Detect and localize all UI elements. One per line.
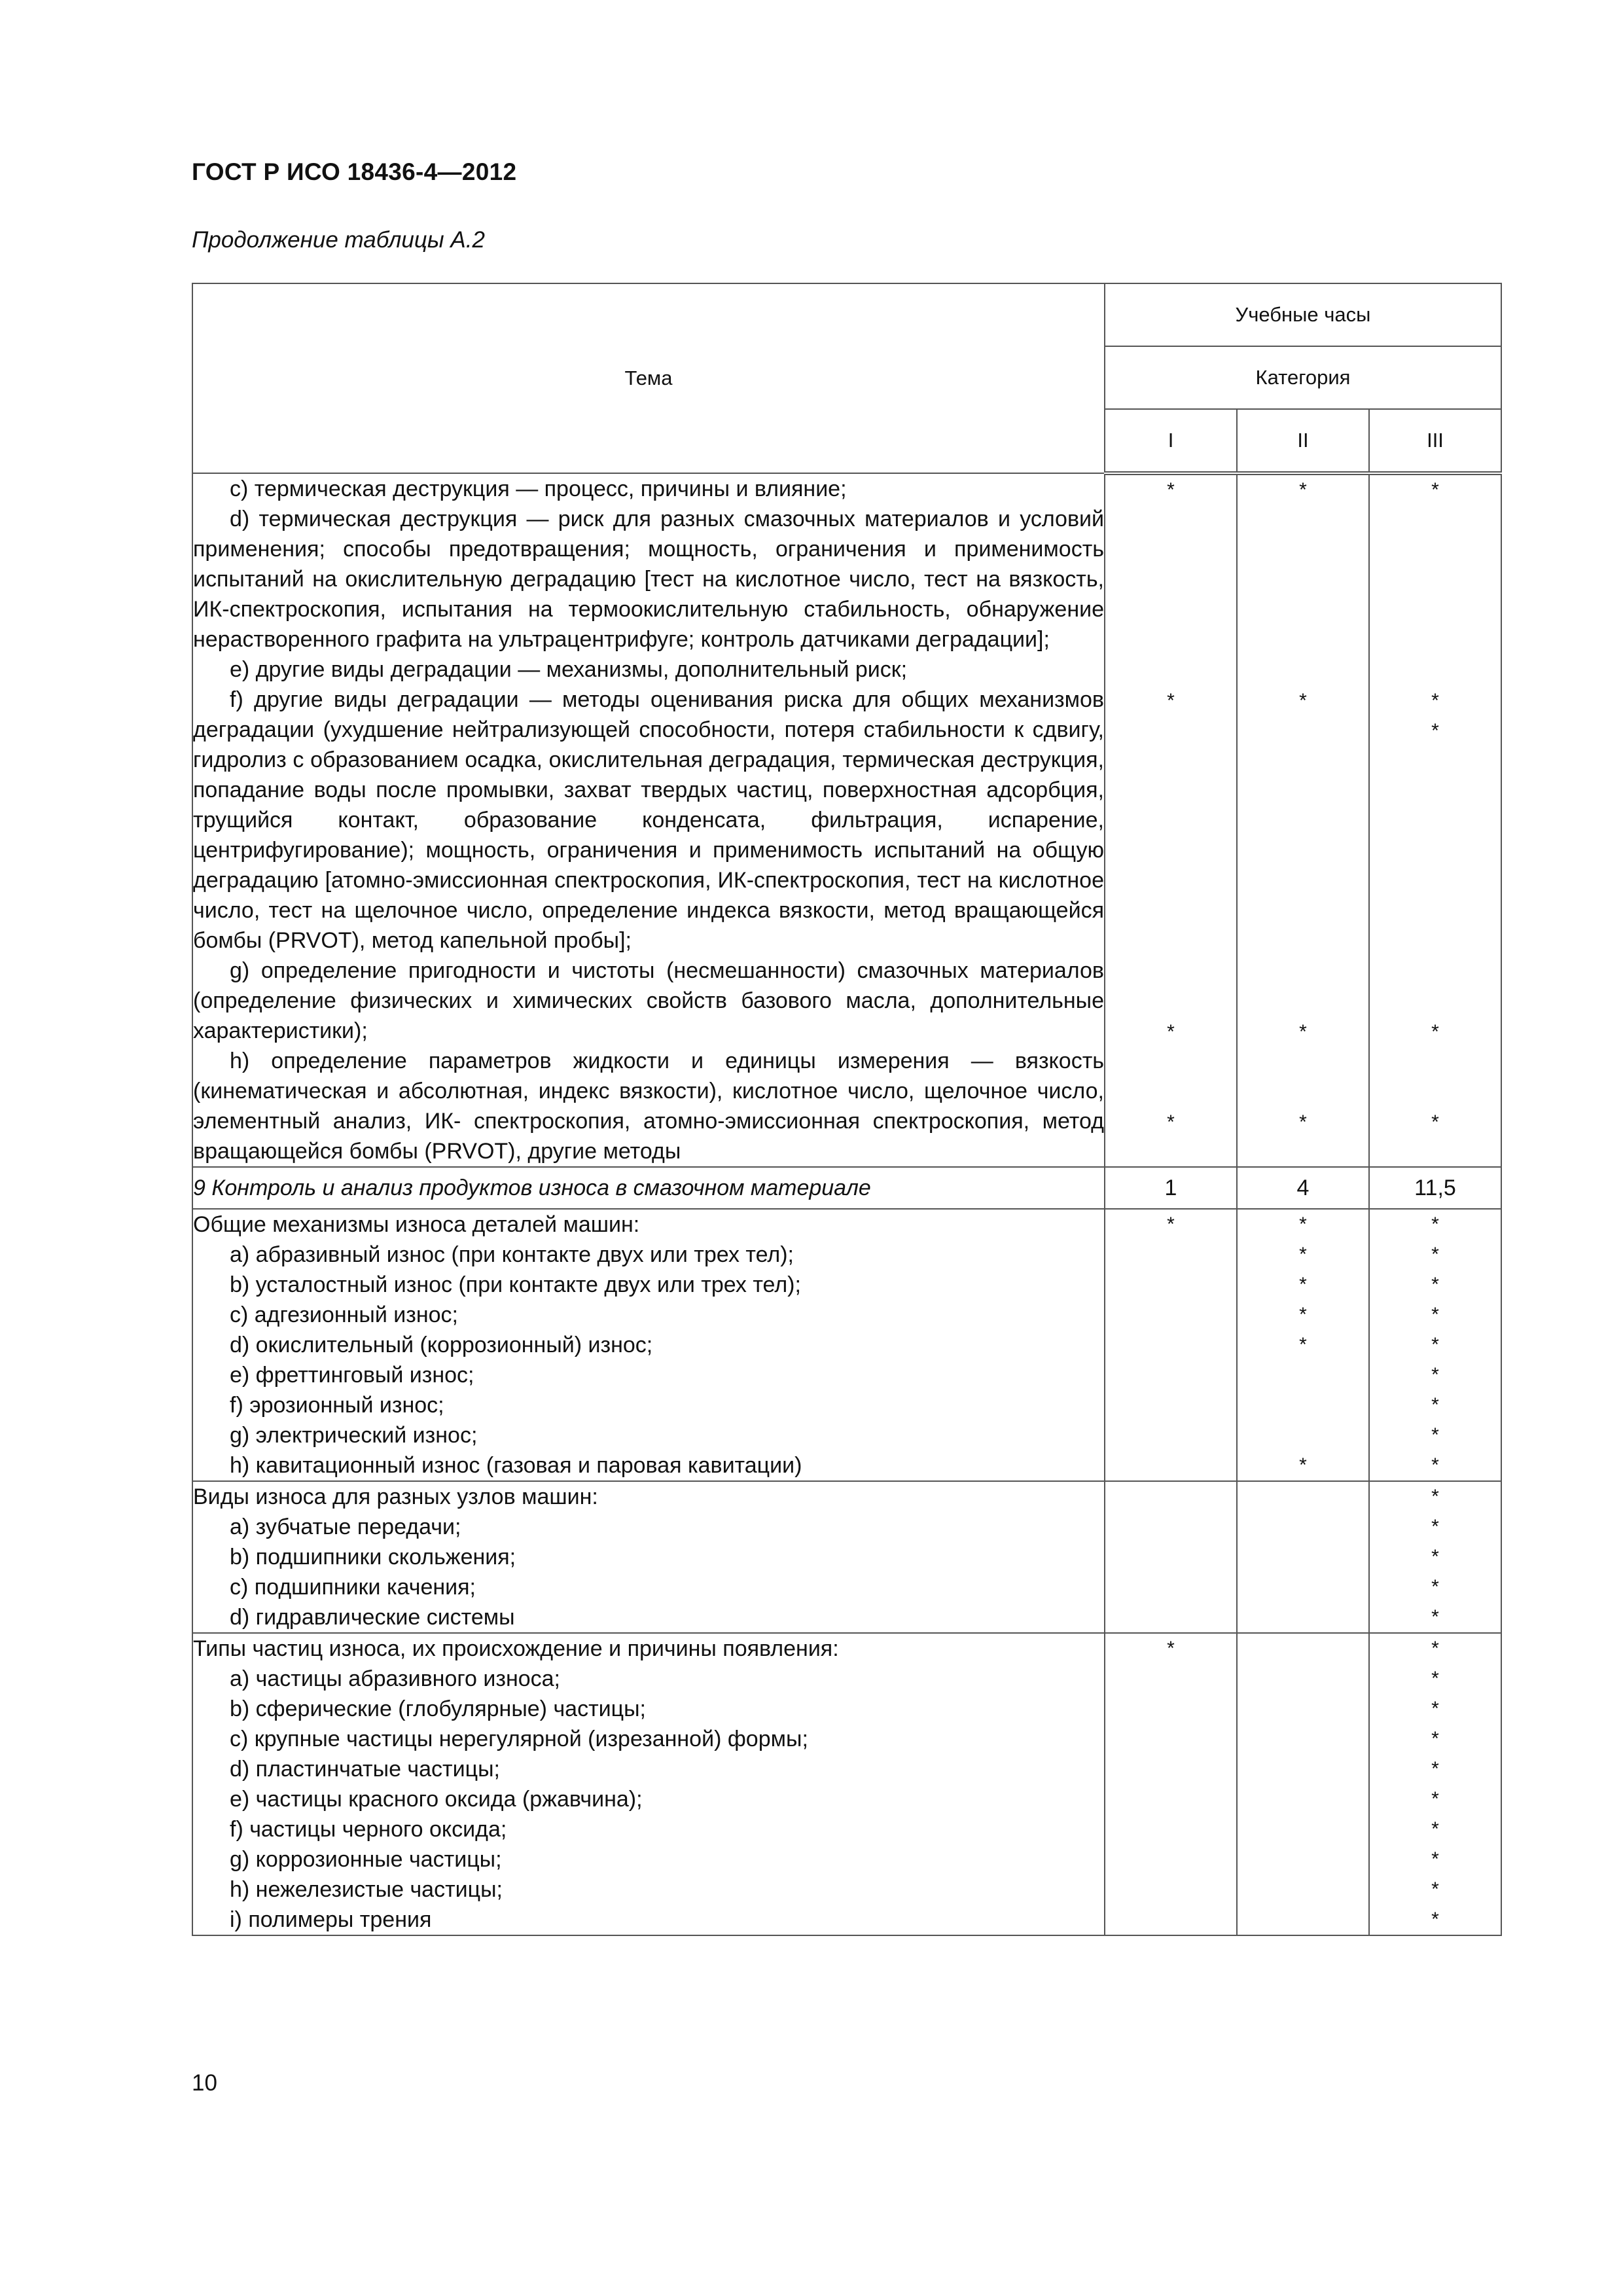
category-iii-cell <box>1369 473 1501 1167</box>
asterisk-mark: * <box>1299 1111 1307 1133</box>
category-ii-cell <box>1237 473 1369 1167</box>
asterisk-mark <box>1105 1754 1236 1784</box>
asterisk-mark <box>1105 656 1236 686</box>
asterisk-mark <box>1105 626 1236 656</box>
asterisk-mark <box>1238 1694 1368 1724</box>
asterisk-mark: * <box>1431 1848 1439 1870</box>
asterisk-mark <box>1238 1512 1368 1542</box>
asterisk-mark: * <box>1431 1111 1439 1133</box>
topic-item: d) окислительный (коррозионный) износ; <box>230 1333 653 1357</box>
asterisk-mark <box>1370 565 1501 596</box>
asterisk-mark: * <box>1431 690 1439 711</box>
asterisk-mark <box>1238 1634 1368 1664</box>
asterisk-mark <box>1105 1270 1236 1300</box>
asterisk-mark: * <box>1299 479 1307 501</box>
asterisk-mark <box>1238 1077 1368 1107</box>
asterisk-mark: * <box>1431 1546 1439 1568</box>
topic-column-header: Тема <box>192 283 1105 473</box>
asterisk-mark <box>1370 1077 1501 1107</box>
table-caption: Продолжение таблицы А.2 <box>192 227 485 253</box>
category-ii-cell <box>1237 1481 1369 1633</box>
asterisk-mark <box>1238 1360 1368 1390</box>
category-i-cell <box>1105 1633 1237 1935</box>
asterisk-mark <box>1238 897 1368 927</box>
asterisk-mark <box>1238 1724 1368 1754</box>
asterisk-mark <box>1238 746 1368 776</box>
topic-item: e) фреттинговый износ; <box>230 1363 474 1388</box>
asterisk-mark <box>1370 957 1501 987</box>
category-iii-header: III <box>1369 409 1501 473</box>
topic-item: h) определение параметров жидкости и единицы измерения — вязкость (кинематическая и абсолютная, индекс вязкости), кислотное число, щелочное число, элементный анализ, ИК- спектроскопия, атомно-эмиссионная спектроскопия, метод вращающейся бомбы (PRVOT), другие методы <box>193 1049 1104 1164</box>
topic-item: c) адгезионный износ; <box>230 1302 458 1327</box>
topic-item: Виды износа для разных узлов машин: <box>193 1484 598 1509</box>
asterisk-mark <box>1238 505 1368 535</box>
category-iii-cell <box>1369 1633 1501 1935</box>
category-i-cell <box>1105 1209 1237 1481</box>
asterisk-mark: * <box>1299 1454 1307 1476</box>
asterisk-mark: * <box>1431 1788 1439 1810</box>
asterisk-mark <box>1238 867 1368 897</box>
asterisk-mark: * <box>1431 1606 1439 1628</box>
asterisk-mark: * <box>1431 1424 1439 1446</box>
asterisk-mark <box>1105 1784 1236 1814</box>
asterisk-mark: * <box>1431 1274 1439 1295</box>
asterisk-mark <box>1238 1784 1368 1814</box>
asterisk-mark <box>1370 776 1501 806</box>
topic-item: d) гидравлические системы <box>230 1605 515 1630</box>
asterisk-mark <box>1105 897 1236 927</box>
asterisk-mark <box>1238 596 1368 626</box>
topic-item: g) коррозионные частицы; <box>230 1847 502 1872</box>
asterisk-mark <box>1105 535 1236 565</box>
asterisk-mark: * <box>1167 1638 1175 1659</box>
topic-item: f) частицы черного оксида; <box>230 1817 507 1842</box>
hours-value: 11,5 <box>1414 1175 1456 1200</box>
category-ii-header: II <box>1237 409 1369 473</box>
category-i-header: I <box>1105 409 1237 473</box>
asterisk-mark <box>1105 1694 1236 1724</box>
category-ii-cell <box>1237 1209 1369 1481</box>
asterisk-mark <box>1105 1814 1236 1844</box>
asterisk-mark <box>1105 957 1236 987</box>
topic-item: a) абразивный износ (при контакте двух или трех тел); <box>230 1242 794 1267</box>
asterisk-mark <box>1370 1047 1501 1077</box>
asterisk-mark <box>1105 1077 1236 1107</box>
asterisk-mark <box>1370 535 1501 565</box>
asterisk-mark <box>1105 1330 1236 1360</box>
asterisk-mark <box>1238 1664 1368 1694</box>
asterisk-mark <box>1238 1572 1368 1602</box>
asterisk-mark <box>1105 1874 1236 1905</box>
asterisk-mark: * <box>1299 1213 1307 1235</box>
asterisk-mark: * <box>1431 1334 1439 1355</box>
asterisk-mark <box>1105 1905 1236 1935</box>
asterisk-mark: * <box>1299 1274 1307 1295</box>
asterisk-mark <box>1238 565 1368 596</box>
asterisk-mark <box>1105 1240 1236 1270</box>
asterisk-mark: * <box>1431 1818 1439 1840</box>
asterisk-mark <box>1370 746 1501 776</box>
asterisk-mark: * <box>1299 1244 1307 1265</box>
asterisk-mark <box>1105 927 1236 957</box>
topic-cell <box>192 1209 1105 1481</box>
asterisk-mark <box>1370 596 1501 626</box>
asterisk-mark <box>1238 806 1368 836</box>
topic-item: d) пластинчатые частицы; <box>230 1757 500 1782</box>
asterisk-mark <box>1238 656 1368 686</box>
asterisk-mark: * <box>1167 1021 1175 1043</box>
topic-item: h) кавитационный износ (газовая и паровая кавитации) <box>230 1453 802 1478</box>
asterisk-mark <box>1105 1047 1236 1077</box>
table-head <box>192 283 1501 473</box>
topic-item: c) термическая деструкция — процесс, причины и влияние; <box>230 476 847 501</box>
asterisk-mark <box>1370 656 1501 686</box>
asterisk-mark <box>1105 867 1236 897</box>
asterisk-mark <box>1370 836 1501 867</box>
topic-item: Типы частиц износа, их происхождение и причины появления: <box>193 1636 839 1661</box>
asterisk-mark: * <box>1431 1909 1439 1930</box>
asterisk-mark <box>1238 626 1368 656</box>
topic-item: b) усталостный износ (при контакте двух или трех тел); <box>230 1272 801 1297</box>
table-row <box>192 1633 1501 1935</box>
asterisk-mark <box>1238 1047 1368 1077</box>
category-iii-cell <box>1369 1167 1501 1209</box>
asterisk-mark: * <box>1431 1021 1439 1043</box>
table-row <box>192 1209 1501 1481</box>
asterisk-mark <box>1105 1482 1236 1512</box>
asterisk-mark: * <box>1431 1213 1439 1235</box>
category-column-header: Категория <box>1105 346 1501 409</box>
topic-item: i) полимеры трения <box>230 1907 432 1932</box>
table-body <box>192 473 1501 1935</box>
asterisk-mark: * <box>1431 720 1439 742</box>
asterisk-mark <box>1370 897 1501 927</box>
topic-cell <box>192 1633 1105 1935</box>
topic-item: h) нежелезистые частицы; <box>230 1877 503 1902</box>
asterisk-mark <box>1105 1602 1236 1632</box>
category-i-cell <box>1105 1481 1237 1633</box>
asterisk-mark <box>1238 1390 1368 1420</box>
asterisk-mark <box>1238 1420 1368 1450</box>
asterisk-mark <box>1105 1512 1236 1542</box>
topic-item: f) другие виды деградации — методы оценивания риска для общих механизмов деградации (ухудшение нейтрализующей способности, потеря стабильности к сдвигу, гидролиз с образованием осадка, окислительная деградация, термическая деструкция, попадание воды после промывки, захват твердых частиц, поверхностная адсорбция, трущийся контакт, образование конденсата, фильтрация, испарение, центрифугирование); мощность, ограничения и применимость испытаний на общую деградацию [атомно-эмиссионная спектроскопия, ИК-спектроскопия, тест на кислотное число, тест на щелочное число, определение индекса вязкости, метод вращающейся бомбы (PRVOT), метод капельной пробы]; <box>193 687 1104 953</box>
asterisk-mark <box>1238 1844 1368 1874</box>
asterisk-mark: * <box>1431 1758 1439 1780</box>
hours-value: 4 <box>1296 1175 1310 1200</box>
document-header: ГОСТ Р ИСО 18436-4—2012 <box>192 158 517 185</box>
asterisk-mark: * <box>1431 1486 1439 1507</box>
asterisk-mark: * <box>1299 1021 1307 1043</box>
topic-item: e) частицы красного оксида (ржавчина); <box>230 1787 643 1812</box>
asterisk-mark: * <box>1431 1364 1439 1386</box>
asterisk-mark: * <box>1167 690 1175 711</box>
table-row <box>192 1481 1501 1633</box>
asterisk-mark <box>1105 1300 1236 1330</box>
asterisk-mark: * <box>1167 479 1175 501</box>
category-i-cell <box>1105 473 1237 1167</box>
asterisk-mark <box>1105 716 1236 746</box>
asterisk-mark <box>1370 987 1501 1017</box>
asterisk-mark <box>1105 1664 1236 1694</box>
asterisk-mark: * <box>1431 1638 1439 1659</box>
asterisk-mark <box>1238 1754 1368 1784</box>
topic-item: Общие механизмы износа деталей машин: <box>193 1212 640 1237</box>
asterisk-mark <box>1105 836 1236 867</box>
topic-item: g) электрический износ; <box>230 1423 478 1448</box>
asterisk-mark: * <box>1167 1213 1175 1235</box>
asterisk-mark: * <box>1431 1454 1439 1476</box>
asterisk-mark: * <box>1431 1304 1439 1325</box>
asterisk-mark <box>1370 626 1501 656</box>
asterisk-mark: * <box>1431 1576 1439 1598</box>
asterisk-mark: * <box>1431 1516 1439 1537</box>
topic-item: c) крупные частицы нерегулярной (изрезанной) формы; <box>230 1727 808 1751</box>
asterisk-mark <box>1238 535 1368 565</box>
topic-item: f) эрозионный износ; <box>230 1393 444 1418</box>
asterisk-mark: * <box>1167 1111 1175 1133</box>
asterisk-mark: * <box>1431 1728 1439 1749</box>
asterisk-mark <box>1105 1420 1236 1450</box>
asterisk-mark <box>1105 1390 1236 1420</box>
topic-item: b) сферические (глобулярные) частицы; <box>230 1696 646 1721</box>
topic-item: d) термическая деструкция — риск для разных смазочных материалов и условий применения; способы предотвращения; мощность, ограничения и применимость испытаний на окислительную деградацию [тест на кислотное число, тест на вязкость, ИК-спектроскопия, испытания на термоокислительную стабильность, обнаружение нерастворенного графита на ультрацентрифуге; контроль датчиками деградации]; <box>193 507 1104 652</box>
category-i-cell <box>1105 1167 1237 1209</box>
asterisk-mark <box>1105 596 1236 626</box>
asterisk-mark <box>1370 867 1501 897</box>
asterisk-mark <box>1238 1602 1368 1632</box>
hours-column-header: Учебные часы <box>1105 283 1501 346</box>
asterisk-mark <box>1105 505 1236 535</box>
topic-cell <box>192 473 1105 1167</box>
asterisk-mark <box>1238 927 1368 957</box>
asterisk-mark: * <box>1299 1304 1307 1325</box>
asterisk-mark: * <box>1431 1878 1439 1900</box>
topic-item: c) подшипники качения; <box>230 1575 476 1600</box>
asterisk-mark <box>1105 746 1236 776</box>
asterisk-mark <box>1238 1482 1368 1512</box>
topic-item: e) другие виды деградации — механизмы, дополнительный риск; <box>230 657 908 682</box>
category-iii-cell <box>1369 1209 1501 1481</box>
asterisk-mark <box>1238 987 1368 1017</box>
table-section-row <box>192 1167 1501 1209</box>
asterisk-mark: * <box>1299 1334 1307 1355</box>
asterisk-mark <box>1238 836 1368 867</box>
topic-cell <box>192 1481 1105 1633</box>
category-ii-cell <box>1237 1633 1369 1935</box>
asterisk-mark <box>1105 806 1236 836</box>
asterisk-mark: * <box>1431 1668 1439 1689</box>
asterisk-mark <box>1238 1542 1368 1572</box>
hours-value: 1 <box>1164 1175 1177 1200</box>
asterisk-mark <box>1105 1450 1236 1480</box>
asterisk-mark <box>1238 776 1368 806</box>
category-iii-cell <box>1369 1481 1501 1633</box>
asterisk-mark: * <box>1431 1698 1439 1719</box>
asterisk-mark <box>1238 1814 1368 1844</box>
asterisk-mark <box>1105 776 1236 806</box>
topic-item: a) зубчатые передачи; <box>230 1515 461 1539</box>
asterisk-mark <box>1105 1360 1236 1390</box>
asterisk-mark: * <box>1431 1394 1439 1416</box>
topic-cell <box>192 1167 1105 1209</box>
asterisk-mark <box>1238 957 1368 987</box>
topic-item: b) подшипники скольжения; <box>230 1545 516 1570</box>
asterisk-mark <box>1238 1874 1368 1905</box>
topic-item: a) частицы абразивного износа; <box>230 1666 561 1691</box>
asterisk-mark <box>1105 1724 1236 1754</box>
asterisk-mark <box>1105 987 1236 1017</box>
asterisk-mark <box>1238 716 1368 746</box>
asterisk-mark <box>1238 1905 1368 1935</box>
asterisk-mark <box>1105 1542 1236 1572</box>
asterisk-mark <box>1105 1844 1236 1874</box>
curriculum-table <box>192 283 1502 1936</box>
section-title: 9 Контроль и анализ продуктов износа в смазочном материале <box>193 1175 871 1200</box>
topic-item: g) определение пригодности и чистоты (несмешанности) смазочных материалов (определение физических и химических свойств базового масла, дополнительные характеристики); <box>193 958 1104 1043</box>
asterisk-mark <box>1105 1572 1236 1602</box>
asterisk-mark <box>1370 505 1501 535</box>
asterisk-mark: * <box>1299 690 1307 711</box>
page-number: 10 <box>192 2070 217 2096</box>
asterisk-mark: * <box>1431 1244 1439 1265</box>
asterisk-mark <box>1370 927 1501 957</box>
category-ii-cell <box>1237 1167 1369 1209</box>
asterisk-mark <box>1370 806 1501 836</box>
table-row <box>192 473 1501 1167</box>
asterisk-mark <box>1105 565 1236 596</box>
asterisk-mark: * <box>1431 479 1439 501</box>
